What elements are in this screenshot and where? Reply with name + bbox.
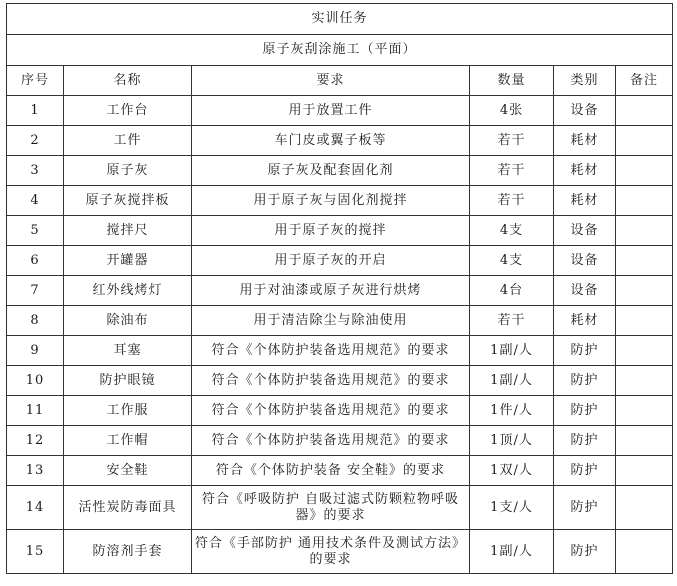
header-note: 备注 [616, 66, 673, 96]
row-number: 4 [7, 186, 64, 216]
item-category: 防护 [554, 396, 616, 426]
header-category: 类别 [554, 66, 616, 96]
item-category: 防护 [554, 456, 616, 486]
item-name: 红外线烤灯 [64, 276, 192, 306]
table-row [7, 366, 673, 396]
row-number: 8 [7, 306, 64, 336]
item-quantity: 若干 [470, 186, 554, 216]
item-requirement: 符合《个体防护装备 安全鞋》的要求 [192, 456, 470, 486]
item-note [616, 486, 673, 530]
table-row [7, 246, 673, 276]
item-requirement: 符合《个体防护装备选用规范》的要求 [192, 336, 470, 366]
item-note [616, 96, 673, 126]
item-quantity: 1副/人 [470, 336, 554, 366]
table-row [7, 96, 673, 126]
item-name: 防护眼镜 [64, 366, 192, 396]
item-note [616, 336, 673, 366]
item-note [616, 126, 673, 156]
subtitle-row [7, 35, 673, 66]
item-requirement: 符合《个体防护装备选用规范》的要求 [192, 366, 470, 396]
item-name: 开罐器 [64, 246, 192, 276]
item-quantity: 1双/人 [470, 456, 554, 486]
table-row [7, 306, 673, 336]
table-row [7, 276, 673, 306]
table-row [7, 530, 673, 574]
item-quantity: 1副/人 [470, 530, 554, 574]
title-row [7, 4, 673, 35]
header-requirement: 要求 [192, 66, 470, 96]
item-note [616, 456, 673, 486]
row-number: 14 [7, 486, 64, 530]
row-number: 3 [7, 156, 64, 186]
item-note [616, 276, 673, 306]
item-category: 耗材 [554, 126, 616, 156]
item-category: 设备 [554, 96, 616, 126]
row-number: 7 [7, 276, 64, 306]
table-row [7, 486, 673, 530]
item-category: 耗材 [554, 186, 616, 216]
item-category: 设备 [554, 216, 616, 246]
table-row [7, 126, 673, 156]
item-note [616, 246, 673, 276]
row-number: 15 [7, 530, 64, 574]
item-name: 工作服 [64, 396, 192, 426]
item-quantity: 1件/人 [470, 396, 554, 426]
item-note [616, 306, 673, 336]
table-row [7, 216, 673, 246]
item-name: 工作帽 [64, 426, 192, 456]
item-requirement: 符合《个体防护装备选用规范》的要求 [192, 396, 470, 426]
equipment-table [6, 3, 673, 574]
item-quantity: 4支 [470, 246, 554, 276]
item-category: 设备 [554, 246, 616, 276]
item-quantity: 若干 [470, 126, 554, 156]
item-name: 耳塞 [64, 336, 192, 366]
table-row [7, 396, 673, 426]
header-name: 名称 [64, 66, 192, 96]
row-number: 10 [7, 366, 64, 396]
item-quantity: 4张 [470, 96, 554, 126]
item-name: 活性炭防毒面具 [64, 486, 192, 530]
item-note [616, 396, 673, 426]
header-quantity: 数量 [470, 66, 554, 96]
item-requirement: 用于原子灰与固化剂搅拌 [192, 186, 470, 216]
item-quantity: 若干 [470, 156, 554, 186]
row-number: 5 [7, 216, 64, 246]
table-row [7, 426, 673, 456]
item-name: 安全鞋 [64, 456, 192, 486]
item-name: 搅拌尺 [64, 216, 192, 246]
item-name: 原子灰 [64, 156, 192, 186]
table-row [7, 456, 673, 486]
item-note [616, 366, 673, 396]
item-note [616, 156, 673, 186]
item-note [616, 186, 673, 216]
item-category: 防护 [554, 366, 616, 396]
item-name: 原子灰搅拌板 [64, 186, 192, 216]
item-name: 工件 [64, 126, 192, 156]
item-quantity: 1顶/人 [470, 426, 554, 456]
table-subtitle: 原子灰刮涂施工（平面） [7, 35, 673, 66]
header-row [7, 66, 673, 96]
row-number: 11 [7, 396, 64, 426]
item-category: 防护 [554, 426, 616, 456]
item-requirement: 用于对油漆或原子灰进行烘烤 [192, 276, 470, 306]
table-title: 实训任务 [7, 4, 673, 35]
item-category: 防护 [554, 486, 616, 530]
item-category: 防护 [554, 530, 616, 574]
item-quantity: 4台 [470, 276, 554, 306]
item-note [616, 426, 673, 456]
row-number: 9 [7, 336, 64, 366]
item-quantity: 1副/人 [470, 366, 554, 396]
item-requirement: 车门皮或翼子板等 [192, 126, 470, 156]
item-requirement: 符合《手部防护 通用技术条件及测试方法》的要求 [192, 530, 470, 574]
table-row [7, 156, 673, 186]
row-number: 1 [7, 96, 64, 126]
table-row [7, 336, 673, 366]
item-requirement: 用于清洁除尘与除油使用 [192, 306, 470, 336]
row-number: 2 [7, 126, 64, 156]
table-body [7, 96, 673, 574]
item-category: 防护 [554, 336, 616, 366]
row-number: 12 [7, 426, 64, 456]
item-name: 除油布 [64, 306, 192, 336]
item-requirement: 原子灰及配套固化剂 [192, 156, 470, 186]
item-name: 工作台 [64, 96, 192, 126]
item-quantity: 若干 [470, 306, 554, 336]
item-requirement: 符合《呼吸防护 自吸过滤式防颗粒物呼吸器》的要求 [192, 486, 470, 530]
row-number: 13 [7, 456, 64, 486]
item-category: 设备 [554, 276, 616, 306]
item-note [616, 216, 673, 246]
item-note [616, 530, 673, 574]
item-name: 防溶剂手套 [64, 530, 192, 574]
item-quantity: 1支/人 [470, 486, 554, 530]
table-row [7, 186, 673, 216]
header-no: 序号 [7, 66, 64, 96]
item-requirement: 用于原子灰的搅拌 [192, 216, 470, 246]
item-requirement: 符合《个体防护装备选用规范》的要求 [192, 426, 470, 456]
item-quantity: 4支 [470, 216, 554, 246]
item-requirement: 用于放置工件 [192, 96, 470, 126]
item-category: 耗材 [554, 156, 616, 186]
row-number: 6 [7, 246, 64, 276]
item-requirement: 用于原子灰的开启 [192, 246, 470, 276]
item-category: 耗材 [554, 306, 616, 336]
